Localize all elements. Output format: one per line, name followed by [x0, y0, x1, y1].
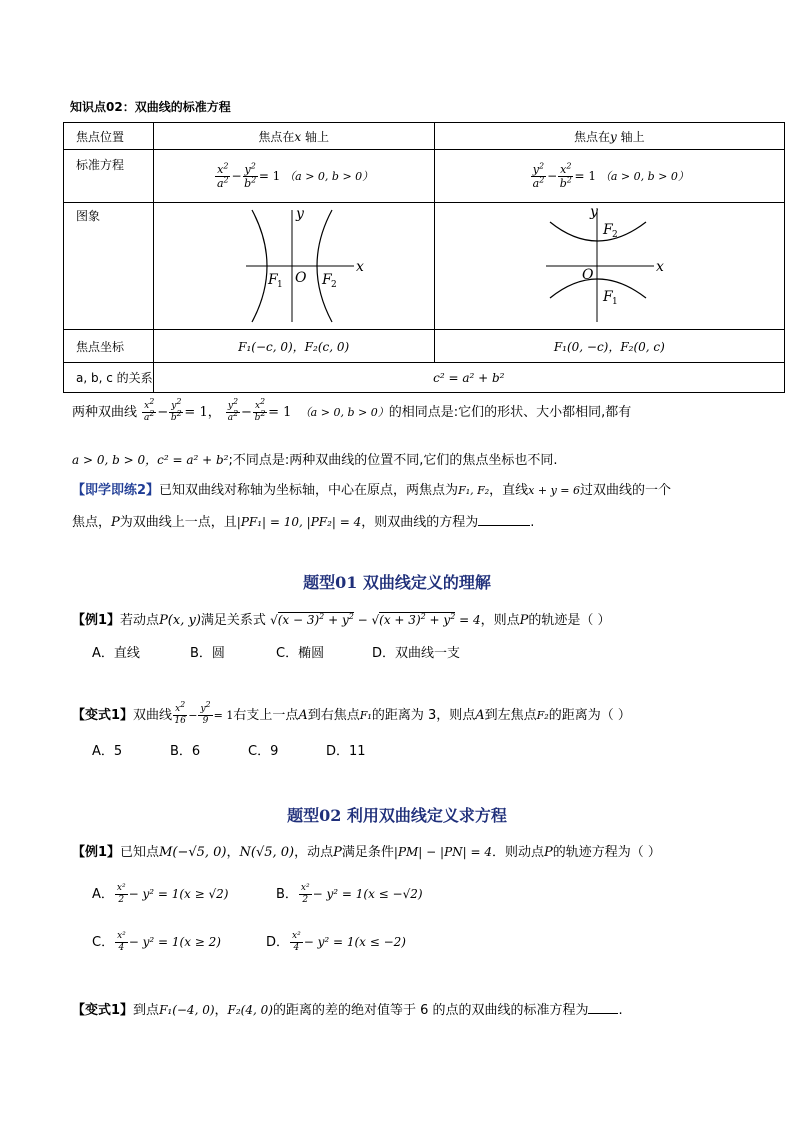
- graph-y-cell: [434, 203, 784, 330]
- comparison-line-2: a > 0, b > 0，c² = a² + b²;不同点是:两种双曲线的位置不同,它们的焦点坐标也不同.: [72, 453, 558, 468]
- type01-example: 【例1】若动点P(x, y)满足关系式 $√(x - 3)^2 + y^2 - √(x + 3)^2 + y^2 = 4$，则点P的轨迹是（ ）: [72, 612, 611, 628]
- cell-header-x: 焦点在x 轴上: [153, 123, 434, 150]
- practice-line-1: 【即学即练2】已知双曲线对称轴为坐标轴，中心在原点，两焦点为F₁, F₂，直线x + y = 6过双曲线的一个: [72, 483, 672, 498]
- svg-text:x: x: [355, 258, 364, 275]
- svg-text:1: 1: [611, 296, 618, 307]
- option-b[interactable]: B．6: [170, 744, 201, 759]
- option-a[interactable]: A．5: [92, 744, 123, 759]
- svg-text:F: F: [602, 221, 613, 238]
- cell-label-relation: a, b, c 的关系: [64, 363, 154, 393]
- cell-label-equation: 标准方程: [64, 150, 154, 203]
- svg-text:2: 2: [330, 279, 337, 290]
- standard-equation-table: [63, 122, 785, 393]
- cell-label-position: 焦点位置: [64, 123, 154, 150]
- option-c[interactable]: C．9: [248, 744, 279, 759]
- option-d[interactable]: D．11: [326, 744, 366, 759]
- graph-x-cell: [153, 203, 434, 330]
- type02-variant: 【变式1】到点F₁(−4, 0)，F₂(4, 0)的距离的差的绝对值等于 6 的点的双曲线的标准方程为 .: [72, 1003, 623, 1018]
- foci-y: F₁(0, −c)，F₂(0, c): [434, 330, 784, 363]
- svg-text:y: y: [295, 205, 304, 222]
- equation-x: $\frac{x^2}{a^2}$ − $\frac{y^2}{b^2}$ = 1 （a > 0, b > 0）: [153, 150, 434, 203]
- type02-title: 题型02 利用双曲线定义求方程: [287, 806, 507, 825]
- svg-text:F: F: [321, 271, 332, 288]
- svg-text:2: 2: [611, 229, 618, 240]
- hyperbola-x-graph: [236, 204, 376, 329]
- section-header: 知识点02：双曲线的标准方程: [70, 100, 231, 114]
- svg-text:F: F: [602, 288, 613, 305]
- answer-blank[interactable]: [478, 525, 530, 526]
- type01-title: 题型01 双曲线定义的理解: [303, 573, 491, 592]
- type01-variant: 【变式1】双曲线 $\frac{x^2}{16}$ − $\frac{y^2}{9}$ = 1右支上一点A到右焦点F₁的距离为 3，则点A到左焦点F₂的距离为（ ）: [72, 700, 631, 726]
- answer-blank[interactable]: [588, 1013, 618, 1014]
- option-b[interactable]: B．圆: [190, 646, 225, 661]
- comparison-line-1: 两种双曲线 $\frac{x^2}{a^2}$ − $\frac{y^2}{b^2}$ = 1， $\frac{y^2}{a^2}$ − $\frac{x^2}{b^2}$ = 1 （a > 0, b > 0）的相同点是:它们的形状、大小都相同,都有: [72, 397, 632, 423]
- option-c[interactable]: C．椭圆: [276, 646, 325, 661]
- relation-value: c² = a² + b²: [153, 363, 784, 393]
- svg-text:y: y: [589, 203, 598, 220]
- svg-text:O: O: [294, 269, 307, 286]
- cell-header-y: 焦点在y 轴上: [434, 123, 784, 150]
- cell-label-foci: 焦点坐标: [64, 330, 154, 363]
- option-d[interactable]: D．双曲线一支: [372, 646, 461, 661]
- svg-text:F: F: [267, 271, 278, 288]
- type01-variant-options: [92, 742, 366, 762]
- type02-option-a[interactable]: A． $\frac{\text{x²}}{2}$ − y² = 1(x ≥ √2): [92, 883, 229, 905]
- practice-line-2: 焦点，P为双曲线上一点，且|PF₁| = 10, |PF₂| = 4，则双曲线的方程为 .: [72, 515, 535, 530]
- svg-text:1: 1: [276, 279, 283, 290]
- option-a[interactable]: A．直线: [92, 646, 140, 661]
- foci-x: F₁(−c, 0)，F₂(c, 0): [153, 330, 434, 363]
- svg-text:x: x: [655, 258, 664, 275]
- type02-option-b[interactable]: B． $\frac{\text{x²}}{2}$ − y² = 1(x ≤ −√2): [276, 883, 423, 905]
- type02-option-c[interactable]: C． $\frac{\text{x²}}{4}$ − y² = 1(x ≥ 2): [92, 931, 221, 953]
- equation-y: $\frac{y^2}{a^2}$ − $\frac{x^2}{b^2}$ = 1 （a > 0, b > 0）: [434, 150, 784, 203]
- type02-option-d[interactable]: D． $\frac{\text{x²}}{4}$ − y² = 1(x ≤ −2): [266, 931, 406, 953]
- hyperbola-y-graph: [542, 204, 692, 329]
- svg-text:O: O: [581, 266, 594, 283]
- type01-example-options: [92, 644, 460, 664]
- type02-example: 【例1】已知点M(−√5, 0)，N(√5, 0)，动点P满足条件|PM| − |PN| = 4．则动点P的轨迹方程为（ ）: [72, 845, 661, 860]
- cell-label-graph: 图象: [64, 203, 154, 330]
